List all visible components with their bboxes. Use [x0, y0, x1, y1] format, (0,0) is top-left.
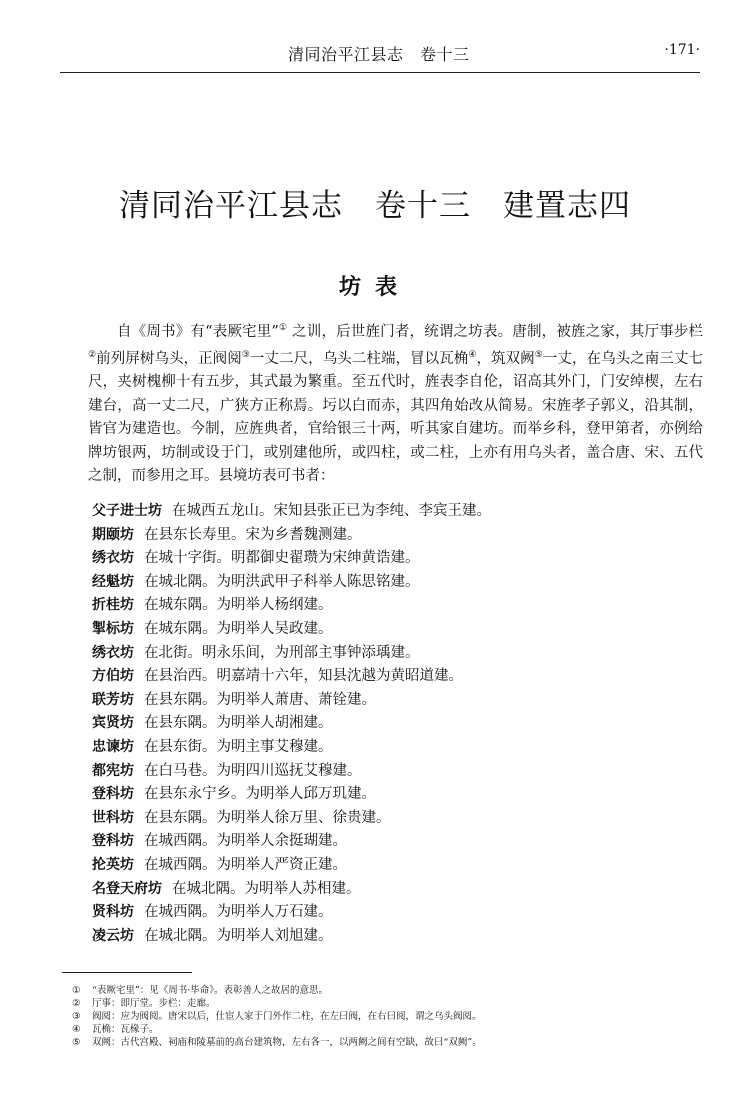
list-item	[92, 712, 692, 736]
footnote-text: 阀阅：应为阀阅。唐宋以后，仕宦人家于门外作二柱，在左曰阀，在右曰阅，谓之乌头阀阅。	[92, 1011, 482, 1022]
footnote-text: “表厥宅里”：见《周书·毕命》。表彰善人之故居的意思。	[92, 985, 328, 996]
archway-name: 绣衣坊	[92, 644, 134, 661]
list-item	[92, 854, 692, 878]
footnote	[72, 984, 712, 997]
footnote-ref-5[interactable]: ⑤	[534, 350, 543, 361]
footnote-mark: ⑤	[72, 1037, 81, 1048]
archway-description: 在城北隅。为明洪武甲子科举人陈思铭建。	[144, 573, 420, 590]
footnote-ref-4[interactable]: ④	[468, 350, 477, 361]
archway-description: 在城十字街。明都御史翟瓒为宋绅黄诰建。	[144, 550, 420, 567]
archway-name: 经魁坊	[92, 573, 134, 590]
list-item	[92, 807, 692, 831]
archway-name: 父子进士坊	[92, 503, 162, 519]
archway-description: 在县东永宁乡。为明举人邱万玑建。	[144, 786, 376, 803]
list-item	[92, 830, 692, 854]
archway-description: 在城北隅。为明举人刘旭建。	[144, 927, 333, 944]
list-item	[92, 925, 692, 949]
archway-description: 在城西五龙山。宋知县张正已为李纯、李宾王建。	[172, 503, 491, 519]
intro-paragraph: 自《周书》有“表厥宅里”① 之训，后世旌门者，统谓之坊表。唐制，被旌之家，其厅事步栏②前列屏树乌头，正阀阅③一丈二尺，乌头二柱端，冒以瓦桷④，筑双阙⑤一丈，在乌头之南三丈七尺，夹树槐柳十有五步，其式最为繁重。至五代时，旌表李自伦，诏高其外门，门安绰楔，左右建台，高一丈二尺，广狭方正称焉。圬以白而赤，其四角始改从简易。宋旌孝子郭义，沿其制，皆官为建造也。今制，应旌典者，官给银三十两，听其家自建坊。而举乡科，登甲第者，亦例给牌坊银两，坊制或设于门，或别建他所，或四柱，或二柱，上亦有用乌头者，盖合唐、宋、五代之制，而参用之耳。县境坊表可书者：	[88, 323, 703, 485]
archway-description: 在城西隅。为明举人严资正建。	[144, 856, 347, 873]
archway-name: 方伯坊	[92, 668, 134, 685]
list-item	[92, 783, 692, 807]
archway-description: 在城西隅。为明举人万石建。	[144, 904, 333, 921]
archway-name: 抡英坊	[92, 856, 134, 873]
footnote-ref-1[interactable]: ①	[278, 323, 288, 333]
running-header	[60, 40, 700, 68]
archway-description: 在县东街。为明主事艾穆建。	[144, 738, 333, 755]
archway-description: 在县东隅。为明举人萧唐、萧铨建。	[144, 691, 376, 708]
list-item	[92, 665, 692, 689]
archway-name: 联芳坊	[92, 691, 134, 708]
page-number: ·171·	[664, 42, 700, 58]
archway-description: 在城东隅。为明举人吴政建。	[144, 620, 333, 637]
footnote	[72, 1010, 712, 1023]
archway-name: 绣衣坊	[92, 550, 134, 567]
archway-description: 在县东隅。为明举人徐万里、徐贵建。	[144, 809, 391, 826]
list-item	[92, 878, 692, 902]
footnote-rule	[62, 972, 192, 973]
archway-description: 在城东隅。为明举人杨纲建。	[144, 597, 333, 614]
list-item	[92, 547, 692, 571]
footnote-mark: ①	[72, 985, 81, 996]
header-rule	[60, 72, 700, 73]
archway-name: 期颐坊	[92, 526, 134, 543]
running-title: 清同治平江县志 卷十三	[288, 45, 470, 64]
archway-list	[92, 500, 692, 948]
footnote	[72, 1036, 712, 1049]
footnote-text: 双阙：古代宫殿、祠庙和陵墓前的高台建筑物，左右各一，以两阙之间有空缺，故曰“双阙”。	[92, 1037, 482, 1048]
list-item	[92, 524, 692, 548]
archway-name: 都宪坊	[92, 762, 134, 779]
footnote-mark: ③	[72, 1011, 81, 1022]
list-item	[92, 594, 692, 618]
footnote-ref-3[interactable]: ③	[241, 350, 250, 361]
footnote-text: 瓦桷：瓦椽子。	[92, 1024, 159, 1035]
list-item	[92, 901, 692, 925]
list-item	[92, 736, 692, 760]
list-item	[92, 689, 692, 713]
list-item	[92, 618, 692, 642]
archway-name: 折桂坊	[92, 597, 134, 614]
footnotes	[72, 984, 712, 1049]
archway-name: 掣标坊	[92, 620, 134, 637]
footnote	[72, 1023, 712, 1036]
footnote-text: 厅事：即厅堂。步栏：走廊。	[92, 998, 216, 1009]
archway-description: 在城西隅。为明举人余挺瑚建。	[144, 833, 347, 850]
list-item	[92, 760, 692, 784]
archway-name: 忠谏坊	[92, 738, 134, 755]
list-item	[92, 571, 692, 595]
archway-description: 在县东长寿里。宋为乡耆魏测建。	[144, 526, 362, 543]
footnote	[72, 997, 712, 1010]
archway-name: 宾贤坊	[92, 715, 134, 732]
footnote-mark: ④	[72, 1024, 81, 1035]
archway-description: 在城北隅。为明举人苏相建。	[172, 880, 361, 897]
archway-description: 在北街。明永乐间，为刑部主事钟添瑀建。	[144, 644, 420, 661]
archway-name: 名登天府坊	[92, 880, 162, 897]
archway-description: 在白马巷。为明四川巡抚艾穆建。	[144, 762, 362, 779]
footnote-mark: ②	[72, 998, 81, 1009]
archway-name: 世科坊	[92, 809, 134, 826]
list-item	[92, 642, 692, 666]
archway-name: 贤科坊	[92, 904, 134, 921]
archway-name: 凌云坊	[92, 927, 134, 944]
archway-description: 在县东隅。为明举人胡湘建。	[144, 715, 333, 732]
chapter-title: 清同治平江县志 卷十三 建置志四	[119, 188, 631, 224]
archway-name: 登科坊	[92, 786, 134, 803]
archway-description: 在县治西。明嘉靖十六年，知县沈越为黄昭道建。	[144, 668, 463, 685]
section-title: 坊表	[338, 274, 411, 300]
footnote-ref-2[interactable]: ②	[88, 350, 97, 361]
archway-name: 登科坊	[92, 833, 134, 850]
list-item	[92, 500, 692, 524]
